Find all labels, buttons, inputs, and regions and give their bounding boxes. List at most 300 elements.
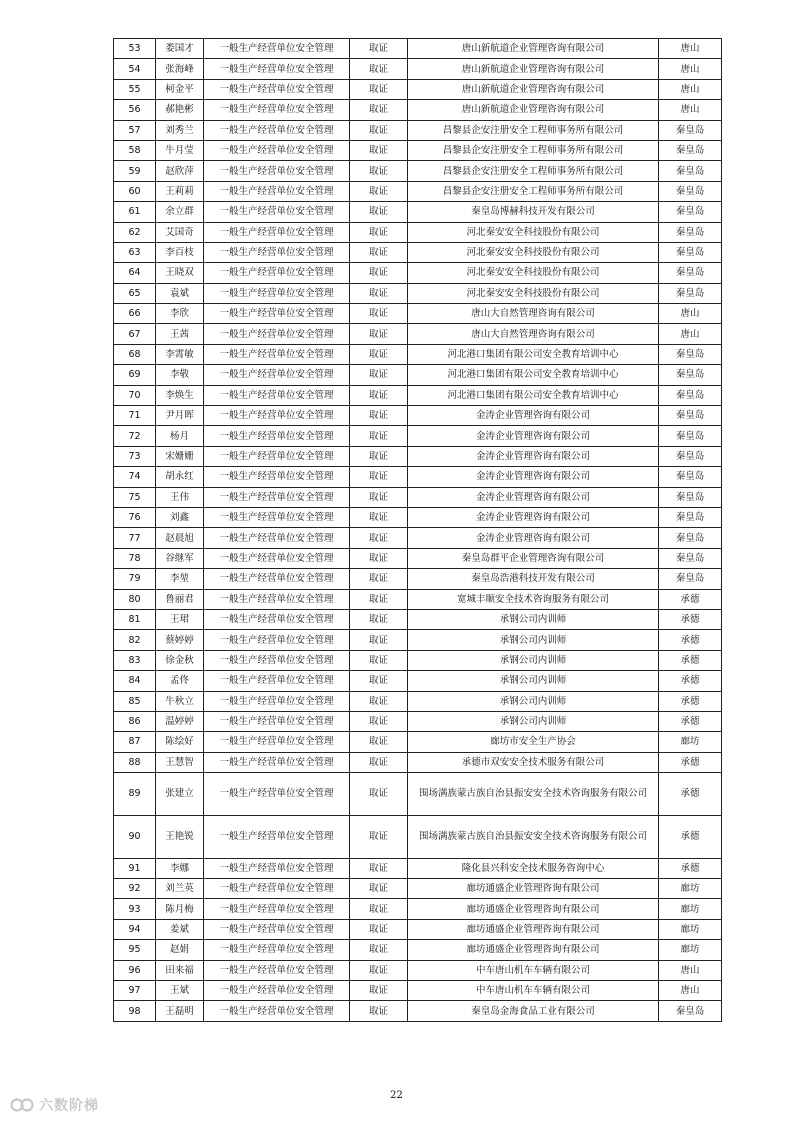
city-cell: 秦皇岛 xyxy=(659,467,722,487)
table-row xyxy=(114,446,722,466)
certificate-type-cell: 取证 xyxy=(350,507,408,527)
table-row xyxy=(114,79,722,99)
person-name-cell: 杨月 xyxy=(156,426,204,446)
training-unit-cell: 秦皇岛博赫科技开发有限公司 xyxy=(408,202,659,222)
training-category-cell: 一般生产经营单位安全管理 xyxy=(204,1001,350,1021)
person-name-cell: 牛月莹 xyxy=(156,140,204,160)
certificate-type-cell: 取证 xyxy=(350,752,408,772)
training-category-cell: 一般生产经营单位安全管理 xyxy=(204,446,350,466)
certificate-type-cell: 取证 xyxy=(350,548,408,568)
table-row xyxy=(114,487,722,507)
person-name-cell: 李敬 xyxy=(156,365,204,385)
training-category-cell: 一般生产经营单位安全管理 xyxy=(204,406,350,426)
person-name-cell: 王慧智 xyxy=(156,752,204,772)
certificate-type-cell: 取证 xyxy=(350,589,408,609)
table-row xyxy=(114,609,722,629)
row-number-cell: 73 xyxy=(114,446,156,466)
person-name-cell: 李霄敏 xyxy=(156,344,204,364)
training-unit-cell: 昌黎县企安注册安全工程师事务所有限公司 xyxy=(408,161,659,181)
person-name-cell: 姜斌 xyxy=(156,919,204,939)
row-number-cell: 85 xyxy=(114,691,156,711)
person-name-cell: 孟佟 xyxy=(156,671,204,691)
certificate-type-cell: 取证 xyxy=(350,39,408,59)
training-unit-cell: 唐山新航道企业管理咨询有限公司 xyxy=(408,79,659,99)
certificate-type-cell: 取证 xyxy=(350,283,408,303)
row-number-cell: 60 xyxy=(114,181,156,201)
training-category-cell: 一般生产经营单位安全管理 xyxy=(204,548,350,568)
row-number-cell: 68 xyxy=(114,344,156,364)
training-category-cell: 一般生产经营单位安全管理 xyxy=(204,609,350,629)
city-cell: 廊坊 xyxy=(659,732,722,752)
training-unit-cell: 河北港口集团有限公司安全教育培训中心 xyxy=(408,385,659,405)
training-category-cell: 一般生产经营单位安全管理 xyxy=(204,528,350,548)
person-name-cell: 李堃 xyxy=(156,569,204,589)
table-row xyxy=(114,100,722,120)
row-number-cell: 59 xyxy=(114,161,156,181)
training-unit-cell: 围场满族蒙古族自治县振安安全技术咨询服务有限公司 xyxy=(408,773,659,816)
training-unit-cell: 河北港口集团有限公司安全教育培训中心 xyxy=(408,365,659,385)
table-row xyxy=(114,344,722,364)
person-name-cell: 张建立 xyxy=(156,773,204,816)
city-cell: 秦皇岛 xyxy=(659,507,722,527)
row-number-cell: 64 xyxy=(114,263,156,283)
training-unit-cell: 河北秦安安全科技股份有限公司 xyxy=(408,242,659,262)
row-number-cell: 67 xyxy=(114,324,156,344)
training-category-cell: 一般生产经营单位安全管理 xyxy=(204,181,350,201)
certificate-type-cell: 取证 xyxy=(350,406,408,426)
city-cell: 秦皇岛 xyxy=(659,426,722,446)
person-name-cell: 刘鑫 xyxy=(156,507,204,527)
person-name-cell: 陈绘好 xyxy=(156,732,204,752)
row-number-cell: 94 xyxy=(114,919,156,939)
training-unit-cell: 金涛企业管理咨询有限公司 xyxy=(408,487,659,507)
training-category-cell: 一般生产经营单位安全管理 xyxy=(204,858,350,878)
certificate-type-cell: 取证 xyxy=(350,426,408,446)
table-row xyxy=(114,39,722,59)
table-row xyxy=(114,181,722,201)
training-category-cell: 一般生产经营单位安全管理 xyxy=(204,589,350,609)
city-cell: 唐山 xyxy=(659,59,722,79)
training-unit-cell: 唐山大自然管理咨询有限公司 xyxy=(408,304,659,324)
table-row xyxy=(114,773,722,816)
certificate-type-cell: 取证 xyxy=(350,202,408,222)
table-row xyxy=(114,222,722,242)
training-category-cell: 一般生产经营单位安全管理 xyxy=(204,773,350,816)
table-row xyxy=(114,899,722,919)
person-name-cell: 宋姗姗 xyxy=(156,446,204,466)
certificate-type-cell: 取证 xyxy=(350,1001,408,1021)
certificate-type-cell: 取证 xyxy=(350,120,408,140)
certificate-type-cell: 取证 xyxy=(350,858,408,878)
city-cell: 廊坊 xyxy=(659,940,722,960)
table-row xyxy=(114,569,722,589)
city-cell: 唐山 xyxy=(659,324,722,344)
training-category-cell: 一般生产经营单位安全管理 xyxy=(204,960,350,980)
page-number: 22 xyxy=(390,1090,403,1101)
table-row xyxy=(114,960,722,980)
person-name-cell: 陈月梅 xyxy=(156,899,204,919)
certificate-type-cell: 取证 xyxy=(350,940,408,960)
table-row xyxy=(114,815,722,858)
city-cell: 秦皇岛 xyxy=(659,487,722,507)
certificate-type-cell: 取证 xyxy=(350,344,408,364)
city-cell: 秦皇岛 xyxy=(659,202,722,222)
training-unit-cell: 承钢公司内训师 xyxy=(408,630,659,650)
certificate-type-cell: 取证 xyxy=(350,161,408,181)
certificate-type-cell: 取证 xyxy=(350,650,408,670)
certificate-type-cell: 取证 xyxy=(350,385,408,405)
training-category-cell: 一般生产经营单位安全管理 xyxy=(204,304,350,324)
person-name-cell: 赵欣萍 xyxy=(156,161,204,181)
row-number-cell: 97 xyxy=(114,981,156,1001)
city-cell: 承德 xyxy=(659,609,722,629)
row-number-cell: 72 xyxy=(114,426,156,446)
person-name-cell: 李娜 xyxy=(156,858,204,878)
training-category-cell: 一般生产经营单位安全管理 xyxy=(204,161,350,181)
row-number-cell: 92 xyxy=(114,879,156,899)
table-row xyxy=(114,1001,722,1021)
table-row xyxy=(114,140,722,160)
city-cell: 秦皇岛 xyxy=(659,1001,722,1021)
person-name-cell: 尹月晖 xyxy=(156,406,204,426)
row-number-cell: 62 xyxy=(114,222,156,242)
row-number-cell: 96 xyxy=(114,960,156,980)
table-row xyxy=(114,711,722,731)
training-category-cell: 一般生产经营单位安全管理 xyxy=(204,569,350,589)
row-number-cell: 87 xyxy=(114,732,156,752)
city-cell: 承德 xyxy=(659,630,722,650)
training-category-cell: 一般生产经营单位安全管理 xyxy=(204,100,350,120)
person-name-cell: 谷继军 xyxy=(156,548,204,568)
table-row xyxy=(114,120,722,140)
city-cell: 承德 xyxy=(659,773,722,816)
training-unit-cell: 秦皇岛金海食品工业有限公司 xyxy=(408,1001,659,1021)
training-category-cell: 一般生产经营单位安全管理 xyxy=(204,752,350,772)
training-unit-cell: 金涛企业管理咨询有限公司 xyxy=(408,507,659,527)
training-unit-cell: 承钢公司内训师 xyxy=(408,650,659,670)
city-cell: 秦皇岛 xyxy=(659,528,722,548)
certificate-type-cell: 取证 xyxy=(350,242,408,262)
row-number-cell: 58 xyxy=(114,140,156,160)
table-row xyxy=(114,940,722,960)
certificate-type-cell: 取证 xyxy=(350,899,408,919)
training-unit-cell: 唐山大自然管理咨询有限公司 xyxy=(408,324,659,344)
row-number-cell: 80 xyxy=(114,589,156,609)
city-cell: 唐山 xyxy=(659,981,722,1001)
table-row xyxy=(114,304,722,324)
row-number-cell: 74 xyxy=(114,467,156,487)
certificate-type-cell: 取证 xyxy=(350,960,408,980)
training-unit-cell: 河北秦安安全科技股份有限公司 xyxy=(408,222,659,242)
row-number-cell: 70 xyxy=(114,385,156,405)
training-category-cell: 一般生产经营单位安全管理 xyxy=(204,919,350,939)
city-cell: 秦皇岛 xyxy=(659,120,722,140)
training-unit-cell: 中车唐山机车车辆有限公司 xyxy=(408,981,659,1001)
city-cell: 秦皇岛 xyxy=(659,569,722,589)
certificate-type-cell: 取证 xyxy=(350,879,408,899)
training-unit-cell: 围场满族蒙古族自治县振安安全技术咨询服务有限公司 xyxy=(408,815,659,858)
training-category-cell: 一般生产经营单位安全管理 xyxy=(204,650,350,670)
training-unit-cell: 金涛企业管理咨询有限公司 xyxy=(408,406,659,426)
certificate-type-cell: 取证 xyxy=(350,815,408,858)
training-unit-cell: 宽城丰顺安全技术咨询服务有限公司 xyxy=(408,589,659,609)
table-row xyxy=(114,385,722,405)
training-unit-cell: 廊坊通盛企业管理咨询有限公司 xyxy=(408,879,659,899)
person-name-cell: 李欣 xyxy=(156,304,204,324)
training-category-cell: 一般生产经营单位安全管理 xyxy=(204,263,350,283)
training-unit-cell: 唐山新航道企业管理咨询有限公司 xyxy=(408,59,659,79)
person-name-cell: 袁斌 xyxy=(156,283,204,303)
person-name-cell: 李焕生 xyxy=(156,385,204,405)
training-unit-cell: 承德市双安安全技术服务有限公司 xyxy=(408,752,659,772)
table-row xyxy=(114,467,722,487)
training-unit-cell: 唐山新航道企业管理咨询有限公司 xyxy=(408,100,659,120)
table-row xyxy=(114,507,722,527)
person-name-cell: 柯金平 xyxy=(156,79,204,99)
training-category-cell: 一般生产经营单位安全管理 xyxy=(204,732,350,752)
roster-body xyxy=(114,39,722,1022)
training-category-cell: 一般生产经营单位安全管理 xyxy=(204,283,350,303)
city-cell: 承德 xyxy=(659,858,722,878)
certificate-type-cell: 取证 xyxy=(350,528,408,548)
training-unit-cell: 承钢公司内训师 xyxy=(408,671,659,691)
city-cell: 唐山 xyxy=(659,960,722,980)
city-cell: 唐山 xyxy=(659,39,722,59)
row-number-cell: 54 xyxy=(114,59,156,79)
row-number-cell: 95 xyxy=(114,940,156,960)
row-number-cell: 90 xyxy=(114,815,156,858)
certificate-type-cell: 取证 xyxy=(350,919,408,939)
certificate-type-cell: 取证 xyxy=(350,773,408,816)
person-name-cell: 刘秀兰 xyxy=(156,120,204,140)
training-unit-cell: 昌黎县企安注册安全工程师事务所有限公司 xyxy=(408,181,659,201)
training-unit-cell: 隆化县兴科安全技术服务咨询中心 xyxy=(408,858,659,878)
table-row xyxy=(114,283,722,303)
certificate-type-cell: 取证 xyxy=(350,981,408,1001)
certificate-type-cell: 取证 xyxy=(350,324,408,344)
training-unit-cell: 金涛企业管理咨询有限公司 xyxy=(408,446,659,466)
training-unit-cell: 秦皇岛群平企业管理咨询有限公司 xyxy=(408,548,659,568)
table-row xyxy=(114,59,722,79)
training-unit-cell: 中车唐山机车车辆有限公司 xyxy=(408,960,659,980)
training-unit-cell: 金涛企业管理咨询有限公司 xyxy=(408,528,659,548)
training-unit-cell: 金涛企业管理咨询有限公司 xyxy=(408,426,659,446)
city-cell: 秦皇岛 xyxy=(659,263,722,283)
row-number-cell: 66 xyxy=(114,304,156,324)
person-name-cell: 温婷婷 xyxy=(156,711,204,731)
certificate-type-cell: 取证 xyxy=(350,487,408,507)
certificate-type-cell: 取证 xyxy=(350,263,408,283)
city-cell: 秦皇岛 xyxy=(659,222,722,242)
certificate-type-cell: 取证 xyxy=(350,732,408,752)
row-number-cell: 91 xyxy=(114,858,156,878)
training-category-cell: 一般生产经营单位安全管理 xyxy=(204,59,350,79)
certificate-type-cell: 取证 xyxy=(350,79,408,99)
table-row xyxy=(114,919,722,939)
certificate-type-cell: 取证 xyxy=(350,365,408,385)
person-name-cell: 王晓双 xyxy=(156,263,204,283)
training-category-cell: 一般生产经营单位安全管理 xyxy=(204,202,350,222)
city-cell: 秦皇岛 xyxy=(659,365,722,385)
row-number-cell: 53 xyxy=(114,39,156,59)
table-row xyxy=(114,324,722,344)
table-row xyxy=(114,242,722,262)
training-unit-cell: 金涛企业管理咨询有限公司 xyxy=(408,467,659,487)
person-name-cell: 王斌 xyxy=(156,981,204,1001)
person-name-cell: 鲁丽君 xyxy=(156,589,204,609)
row-number-cell: 83 xyxy=(114,650,156,670)
training-unit-cell: 河北秦安安全科技股份有限公司 xyxy=(408,263,659,283)
city-cell: 承德 xyxy=(659,691,722,711)
training-category-cell: 一般生产经营单位安全管理 xyxy=(204,242,350,262)
training-category-cell: 一般生产经营单位安全管理 xyxy=(204,385,350,405)
certificate-type-cell: 取证 xyxy=(350,671,408,691)
person-name-cell: 刘兰英 xyxy=(156,879,204,899)
training-category-cell: 一般生产经营单位安全管理 xyxy=(204,507,350,527)
table-row xyxy=(114,858,722,878)
training-unit-cell: 承钢公司内训师 xyxy=(408,691,659,711)
row-number-cell: 71 xyxy=(114,406,156,426)
watermark xyxy=(10,1095,99,1115)
training-unit-cell: 昌黎县企安注册安全工程师事务所有限公司 xyxy=(408,140,659,160)
person-name-cell: 张海峰 xyxy=(156,59,204,79)
certificate-type-cell: 取证 xyxy=(350,222,408,242)
row-number-cell: 81 xyxy=(114,609,156,629)
city-cell: 廊坊 xyxy=(659,899,722,919)
training-category-cell: 一般生产经营单位安全管理 xyxy=(204,879,350,899)
table-row xyxy=(114,548,722,568)
training-unit-cell: 廊坊通盛企业管理咨询有限公司 xyxy=(408,940,659,960)
person-name-cell: 赵晨旭 xyxy=(156,528,204,548)
city-cell: 秦皇岛 xyxy=(659,140,722,160)
certificate-type-cell: 取证 xyxy=(350,140,408,160)
training-category-cell: 一般生产经营单位安全管理 xyxy=(204,487,350,507)
row-number-cell: 57 xyxy=(114,120,156,140)
city-cell: 承德 xyxy=(659,752,722,772)
training-unit-cell: 廊坊通盛企业管理咨询有限公司 xyxy=(408,919,659,939)
table-row xyxy=(114,691,722,711)
training-category-cell: 一般生产经营单位安全管理 xyxy=(204,140,350,160)
table-row xyxy=(114,528,722,548)
person-name-cell: 牛秋立 xyxy=(156,691,204,711)
city-cell: 秦皇岛 xyxy=(659,548,722,568)
watermark-text: 六数阶梯 xyxy=(39,1098,99,1114)
row-number-cell: 93 xyxy=(114,899,156,919)
person-name-cell: 胡永红 xyxy=(156,467,204,487)
city-cell: 秦皇岛 xyxy=(659,406,722,426)
certificate-type-cell: 取证 xyxy=(350,181,408,201)
row-number-cell: 61 xyxy=(114,202,156,222)
training-unit-cell: 昌黎县企安注册安全工程师事务所有限公司 xyxy=(408,120,659,140)
row-number-cell: 55 xyxy=(114,79,156,99)
training-category-cell: 一般生产经营单位安全管理 xyxy=(204,940,350,960)
table-row xyxy=(114,752,722,772)
row-number-cell: 84 xyxy=(114,671,156,691)
certificate-type-cell: 取证 xyxy=(350,100,408,120)
certificate-type-cell: 取证 xyxy=(350,446,408,466)
table-row xyxy=(114,630,722,650)
training-category-cell: 一般生产经营单位安全管理 xyxy=(204,671,350,691)
training-unit-cell: 廊坊市安全生产协会 xyxy=(408,732,659,752)
certificate-type-cell: 取证 xyxy=(350,711,408,731)
training-unit-cell: 承钢公司内训师 xyxy=(408,711,659,731)
person-name-cell: 王伟 xyxy=(156,487,204,507)
row-number-cell: 78 xyxy=(114,548,156,568)
table-row xyxy=(114,263,722,283)
training-unit-cell: 承钢公司内训师 xyxy=(408,609,659,629)
table-row xyxy=(114,161,722,181)
row-number-cell: 69 xyxy=(114,365,156,385)
table-row xyxy=(114,589,722,609)
table-row xyxy=(114,650,722,670)
training-category-cell: 一般生产经营单位安全管理 xyxy=(204,324,350,344)
city-cell: 承德 xyxy=(659,671,722,691)
table-row xyxy=(114,426,722,446)
certificate-type-cell: 取证 xyxy=(350,304,408,324)
table-row xyxy=(114,406,722,426)
person-name-cell: 艾国奇 xyxy=(156,222,204,242)
training-unit-cell: 秦皇岛浩港科技开发有限公司 xyxy=(408,569,659,589)
person-name-cell: 赵娟 xyxy=(156,940,204,960)
row-number-cell: 86 xyxy=(114,711,156,731)
training-category-cell: 一般生产经营单位安全管理 xyxy=(204,691,350,711)
person-name-cell: 王莉莉 xyxy=(156,181,204,201)
row-number-cell: 75 xyxy=(114,487,156,507)
training-category-cell: 一般生产经营单位安全管理 xyxy=(204,426,350,446)
training-category-cell: 一般生产经营单位安全管理 xyxy=(204,981,350,1001)
city-cell: 承德 xyxy=(659,650,722,670)
training-category-cell: 一般生产经营单位安全管理 xyxy=(204,39,350,59)
row-number-cell: 56 xyxy=(114,100,156,120)
person-name-cell: 郝艳彬 xyxy=(156,100,204,120)
city-cell: 唐山 xyxy=(659,79,722,99)
city-cell: 秦皇岛 xyxy=(659,446,722,466)
table-row xyxy=(114,732,722,752)
training-category-cell: 一般生产经营单位安全管理 xyxy=(204,344,350,364)
row-number-cell: 82 xyxy=(114,630,156,650)
city-cell: 承德 xyxy=(659,711,722,731)
certificate-type-cell: 取证 xyxy=(350,630,408,650)
training-category-cell: 一般生产经营单位安全管理 xyxy=(204,79,350,99)
training-category-cell: 一般生产经营单位安全管理 xyxy=(204,222,350,242)
person-name-cell: 余立群 xyxy=(156,202,204,222)
table-row xyxy=(114,981,722,1001)
city-cell: 廊坊 xyxy=(659,879,722,899)
person-name-cell: 田来福 xyxy=(156,960,204,980)
city-cell: 秦皇岛 xyxy=(659,385,722,405)
city-cell: 承德 xyxy=(659,589,722,609)
training-unit-cell: 唐山新航道企业管理咨询有限公司 xyxy=(408,39,659,59)
roster-table xyxy=(113,38,722,1022)
row-number-cell: 88 xyxy=(114,752,156,772)
person-name-cell: 娄国才 xyxy=(156,39,204,59)
city-cell: 秦皇岛 xyxy=(659,161,722,181)
person-name-cell: 王艳锐 xyxy=(156,815,204,858)
certificate-type-cell: 取证 xyxy=(350,609,408,629)
city-cell: 唐山 xyxy=(659,100,722,120)
table-row xyxy=(114,879,722,899)
row-number-cell: 65 xyxy=(114,283,156,303)
training-category-cell: 一般生产经营单位安全管理 xyxy=(204,365,350,385)
training-unit-cell: 河北港口集团有限公司安全教育培训中心 xyxy=(408,344,659,364)
training-category-cell: 一般生产经营单位安全管理 xyxy=(204,899,350,919)
person-name-cell: 王茜 xyxy=(156,324,204,344)
row-number-cell: 76 xyxy=(114,507,156,527)
row-number-cell: 79 xyxy=(114,569,156,589)
city-cell: 承德 xyxy=(659,815,722,858)
city-cell: 秦皇岛 xyxy=(659,242,722,262)
training-unit-cell: 廊坊通盛企业管理咨询有限公司 xyxy=(408,899,659,919)
